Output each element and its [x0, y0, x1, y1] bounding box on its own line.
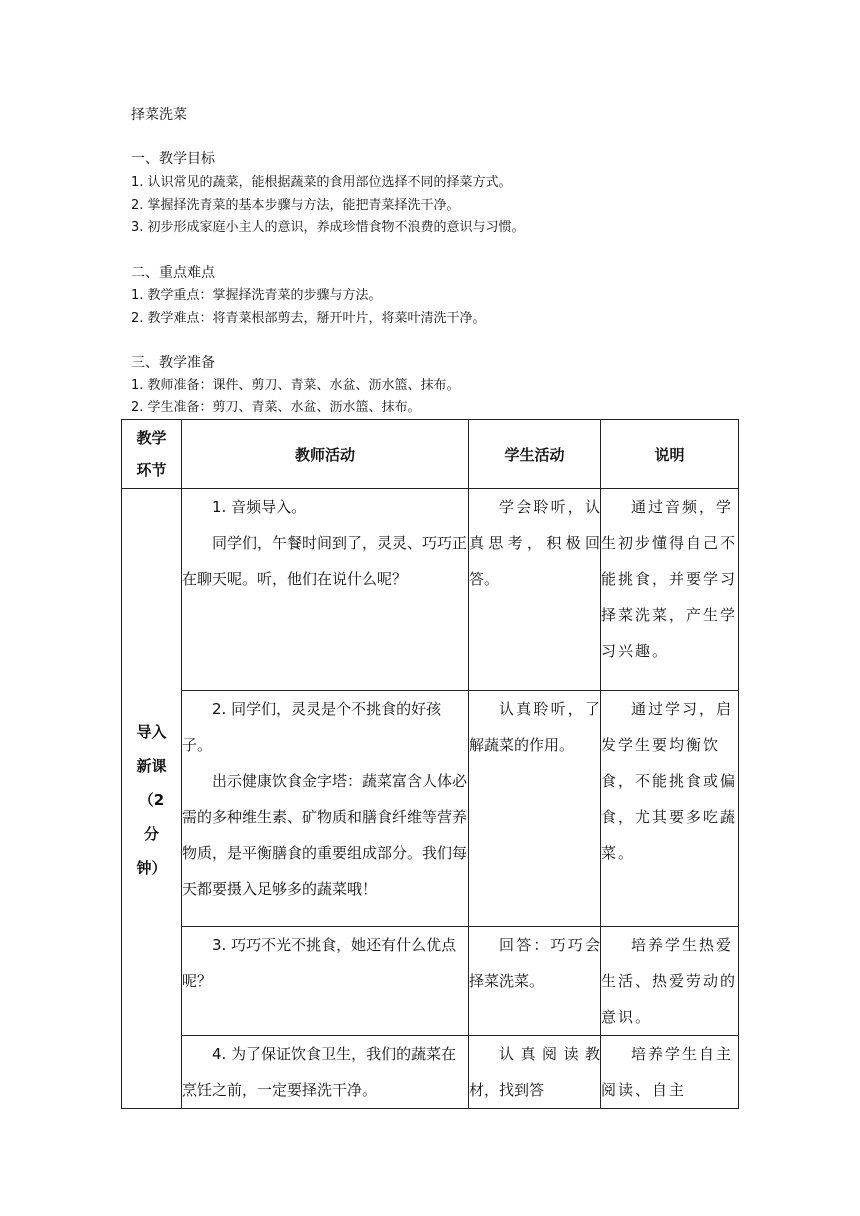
teacher-activity-cell: [182, 489, 469, 691]
objective-item: 1. 认识常见的蔬菜，能根据蔬菜的食用部位选择不同的择菜方式。: [131, 175, 512, 190]
header-note: 说明: [601, 420, 739, 489]
table-row: [122, 1036, 739, 1109]
section-heading-preparation: 三、教学准备: [131, 355, 215, 371]
stage-line: 新课: [136, 757, 167, 775]
teacher-activity-cell: [182, 927, 469, 1036]
preparation-item: 2. 学生准备：剪刀、青菜、水盆、沥水篮、抹布。: [131, 400, 421, 415]
student-activity-cell: [469, 1036, 601, 1109]
note-cell: [601, 927, 739, 1036]
teacher-activity-text: 1. 音频导入。: [212, 498, 307, 516]
note-text: 培养学生自主阅读、自主: [601, 1045, 734, 1099]
student-activity-text: 认真聆听，了解蔬菜的作用。: [469, 700, 600, 754]
preparation-item: 1. 教师准备：课件、剪刀、青菜、水盆、沥水篮、抹布。: [131, 378, 460, 393]
section-heading-objectives: 一、教学目标: [131, 151, 215, 167]
objective-item: 2. 掌握择洗青菜的基本步骤与方法，能把青菜择洗干净。: [131, 198, 460, 213]
student-activity-cell: [469, 489, 601, 691]
lesson-plan-table: [121, 419, 739, 1109]
table-header-row: [122, 420, 739, 489]
teacher-activity-cell: [182, 691, 469, 927]
teacher-activity-text: 同学们，午餐时间到了，灵灵、巧巧正在聊天呢。听，他们在说什么呢？: [182, 534, 468, 588]
key-point-item: 1. 教学重点：掌握择洗青菜的步骤与方法。: [131, 288, 382, 303]
key-point-item: 2. 教学难点：将青菜根部剪去，掰开叶片，将菜叶清洗干净。: [131, 311, 486, 326]
stage-line: 导入: [136, 723, 167, 741]
stage-cell: [122, 489, 182, 1109]
student-activity-text: 回答：巧巧会择菜洗菜。: [469, 936, 600, 990]
note-text: 培养学生热爱生活、热爱劳动的意识。: [601, 936, 738, 1026]
teacher-activity-text: 3. 巧巧不光不挑食，她还有什么优点呢？: [182, 936, 457, 990]
teacher-activity-cell: [182, 1036, 469, 1109]
note-cell: [601, 1036, 739, 1109]
stage-line: 钟）: [136, 859, 167, 877]
note-text: 通过学习，启发学生要均衡饮食，不能挑食或偏食，尤其要多吃蔬菜。: [601, 700, 738, 862]
header-stage-line: 教学: [136, 429, 167, 447]
section-heading-key-points: 二、重点难点: [131, 265, 215, 281]
table-row: [122, 927, 739, 1036]
header-teacher-activity: 教师活动: [182, 420, 469, 489]
table-row: [122, 691, 739, 927]
note-cell: [601, 691, 739, 927]
note-cell: [601, 489, 739, 691]
student-activity-text: 认真阅读教材，找到答: [469, 1045, 600, 1099]
teacher-activity-text: 出示健康饮食金字塔：蔬菜富含人体必需的多种维生素、矿物质和膳食纤维等营养物质，是平衡膳食的重要组成部分。我们每天都要摄入足够多的蔬菜哦！: [182, 772, 468, 898]
teacher-activity-text: 4. 为了保证饮食卫生，我们的蔬菜在烹饪之前，一定要择洗干净。: [182, 1045, 457, 1099]
document-title: 择菜洗菜: [131, 107, 187, 123]
stage-line: 分: [143, 825, 159, 843]
header-stage: [122, 420, 182, 489]
header-stage-line: 环节: [136, 461, 167, 479]
objective-item: 3. 初步形成家庭小主人的意识，养成珍惜食物不浪费的意识与习惯。: [131, 220, 525, 235]
student-activity-cell: [469, 927, 601, 1036]
student-activity-text: 学会聆听，认真思考，积极回答。: [469, 498, 600, 588]
stage-line: （2: [138, 791, 165, 809]
table-row: [122, 489, 739, 691]
student-activity-cell: [469, 691, 601, 927]
note-text: 通过音频，学生初步懂得自己不能挑食，并要学习择菜洗菜，产生学习兴趣。: [601, 498, 738, 660]
header-student-activity: 学生活动: [469, 420, 601, 489]
teacher-activity-text: 2. 同学们，灵灵是个不挑食的好孩子。: [182, 700, 442, 754]
